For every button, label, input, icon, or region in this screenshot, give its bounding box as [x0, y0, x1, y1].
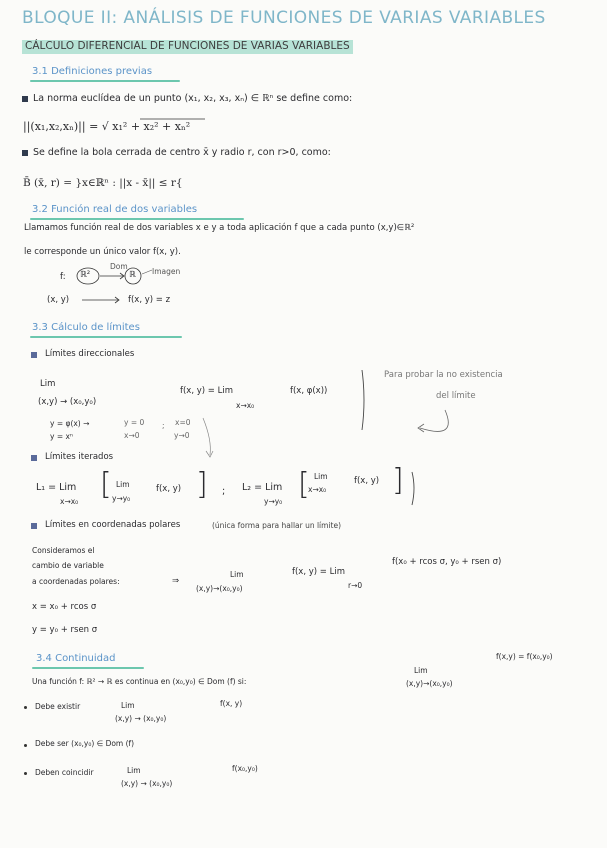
polar-note: (única forma para hallar un límite): [212, 521, 342, 530]
set-r: ℝ: [129, 270, 136, 280]
implies-icon: ⇒: [172, 576, 180, 586]
continuity-intro: Una función f: ℝ² → ℝ es continua en (x₀,y₀) ∈ Dom (f) si:: [32, 677, 247, 686]
polar-expression: f(x₀ + rcos σ, y₀ + rsen σ): [392, 557, 502, 567]
r-circle: [125, 268, 141, 284]
polar-lim-sub: (x,y)→(x₀,y₀): [196, 584, 243, 593]
condition-3-lim: Lim: [127, 766, 141, 775]
bracket-open: [: [298, 467, 310, 502]
y-polar: y = y₀ + rsen σ: [32, 625, 98, 635]
dom-label: Dom: [110, 262, 128, 271]
page-subtitle: CÁLCULO DIFERENCIAL DE FUNCIONES DE VARIAS VARIABLES: [22, 40, 353, 54]
directional-limits-title: Límites direccionales: [45, 349, 135, 359]
bracket-open: [: [100, 467, 112, 502]
condition-1-f: f(x, y): [220, 699, 243, 708]
l1-inner-sub: y→y₀: [112, 494, 131, 503]
y-phi: y = φ(x) →: [50, 419, 90, 428]
section-3-3-heading: 3.3 Cálculo de límites: [32, 322, 140, 333]
condition-1-sub: (x,y) → (x₀,y₀): [115, 714, 167, 723]
function-definition-line2: le corresponde un único valor f(x, y).: [24, 247, 181, 257]
map-right: f(x, y) = z: [128, 295, 171, 305]
l2-inner-lim: Lim: [314, 472, 328, 481]
page-title: BLOQUE II: ANÁLISIS DE FUNCIONES DE VARIAS VARIABLES: [22, 8, 546, 28]
y-to-0: y→0: [174, 431, 190, 440]
x-eq-0: x=0: [175, 418, 191, 427]
map-left: (x, y): [47, 295, 70, 305]
bracket-close: ]: [392, 463, 404, 498]
y-eq-0: y = 0: [124, 418, 145, 427]
directional-fxy: f(x, y) = Lim: [180, 386, 233, 396]
r2-circle: [77, 268, 99, 284]
imagen-label: Imagen: [152, 267, 181, 276]
polar-r-to-0: r→0: [348, 581, 363, 590]
polar-fxy: f(x, y) = Lim: [292, 567, 345, 577]
ball-definition: Se define la bola cerrada de centro x̄ y radio r, con r>0, como:: [33, 147, 331, 158]
y-xn: y = xⁿ: [50, 432, 73, 441]
consider-line2: cambio de variable: [32, 561, 104, 570]
iterated-limits-title: Límites iterados: [45, 452, 114, 462]
lim-label: Lim: [40, 379, 56, 389]
f-phi: f(x, φ(x)): [290, 386, 328, 396]
x-to-x0: x→x₀: [236, 401, 255, 410]
section-3-1-heading: 3.1 Definiciones previas: [32, 66, 153, 77]
condition-1-lim: Lim: [121, 701, 135, 710]
l1-inner-lim: Lim: [116, 480, 130, 489]
l1-f: f(x, y): [156, 484, 182, 494]
condition-1: Debe existir: [35, 702, 81, 711]
continuity-lim: Lim: [414, 666, 428, 675]
bracket-close: ]: [196, 467, 208, 502]
condition-3-sub: (x,y) → (x₀,y₀): [121, 779, 173, 788]
consider-line3: a coordenadas polares:: [32, 577, 120, 586]
small-arrow: [203, 418, 210, 455]
lim-subscript: (x,y) → (x₀,y₀): [38, 397, 97, 407]
continuity-eq: f(x,y) = f(x₀,y₀): [496, 652, 553, 661]
l2-inner-sub: x→x₀: [308, 485, 327, 494]
note-line1: Para probar la no existencia: [384, 370, 503, 380]
norm-definition: La norma euclídea de un punto (x₁, x₂, x₃, xₙ) ∈ ℝⁿ se define como:: [33, 93, 353, 104]
imagen-arrow: [142, 270, 152, 274]
l2-subscript: y→y₀: [264, 497, 283, 506]
section-3-4-heading: 3.4 Continuidad: [36, 653, 116, 664]
condition-3: Deben coincidir: [35, 768, 94, 777]
semicolon: ;: [222, 486, 226, 497]
polar-lim: Lim: [230, 570, 244, 579]
section-3-2-heading: 3.2 Función real de dos variables: [32, 204, 198, 215]
polar-limits-title: Límites en coordenadas polares: [45, 520, 181, 530]
note-arrow: [420, 410, 448, 431]
x-to-0: x→0: [124, 431, 140, 440]
l1-subscript: x→x₀: [60, 497, 79, 506]
x-polar: x = x₀ + rcos σ: [32, 602, 97, 612]
arrow-head: [206, 451, 213, 457]
iterated-brace: [412, 472, 414, 505]
consider-line1: Consideramos el: [32, 546, 95, 555]
condition-2: Debe ser (x₀,y₀) ∈ Dom (f): [35, 739, 135, 748]
semicolon: ;: [162, 421, 165, 430]
l2-f: f(x, y): [354, 476, 380, 486]
set-r2: ℝ²: [80, 270, 91, 280]
map-f-label: f:: [60, 272, 66, 282]
continuity-lim-sub: (x,y)→(x₀,y₀): [406, 679, 453, 688]
note-line2: del límite: [436, 391, 476, 401]
l2-label: L₂ = Lim: [242, 482, 283, 493]
norm-formula: ||(x₁,x₂,xₙ)|| = √ x₁² + x₂² + xₙ²: [23, 120, 191, 133]
ball-formula: B̄ (x̄, r) = }x∈ℝⁿ : ||x - x̄|| ≤ r{: [23, 177, 183, 189]
condition-3-f: f(x₀,y₀): [232, 764, 258, 773]
directional-brace: [362, 370, 364, 430]
function-definition-line1: Llamamos función real de dos variables x e y a toda aplicación f que a cada punto (x,y)∈ℝ²: [24, 223, 415, 233]
l1-label: L₁ = Lim: [36, 482, 77, 493]
